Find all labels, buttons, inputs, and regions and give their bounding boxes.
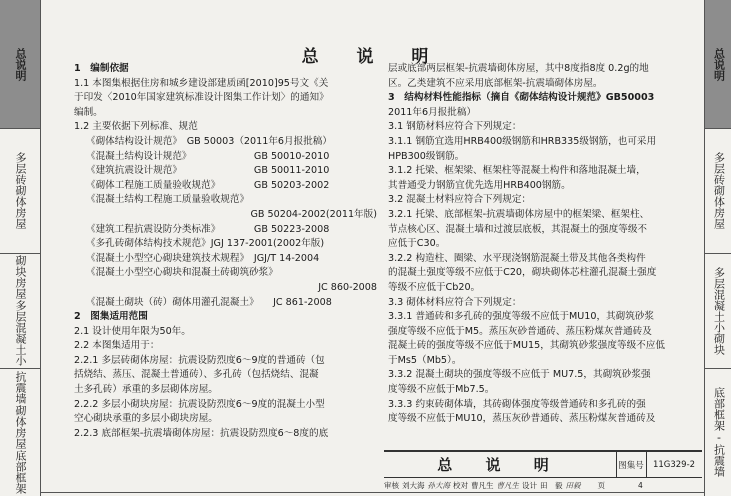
section-heading: 2 图集适用范围: [74, 311, 148, 323]
right-tab-general-notes[interactable]: [705, 0, 731, 129]
left-tab-brick-masonry-label: 多层砖砌体房屋: [14, 152, 27, 229]
left-index-tabs: [0, 0, 41, 496]
text-line: 3.1.2 托梁、框架梁、框架柱等混凝土构件和落地混凝土墙，: [388, 165, 646, 177]
text-line: 《砌体结构设计规范》 GB 50003（2011年6月报批稿）: [86, 135, 332, 147]
notes-right-column: [388, 62, 698, 427]
text-line: 2.2 本图集适用于：: [74, 340, 160, 352]
text-line: 2.2.1 多层砖砌体房屋：抗震设防烈度6～9度的普通砖（包: [74, 354, 325, 366]
text-line: 混凝土砖的强度等级不应低于MU15，其砌筑砂浆强度等级不应低: [388, 340, 665, 352]
text-line: 编制。: [74, 106, 103, 118]
text-line: 强度等级不应低于M5。蒸压灰砂普通砖、蒸压粉煤灰普通砖及: [388, 325, 652, 337]
text-line: HPB300级钢筋。: [388, 150, 465, 162]
left-tab-bottom-frame[interactable]: [0, 368, 40, 496]
text-line: 的混凝土强度等级不应低于C20，砌块砌体芯柱灌孔混凝土强度: [388, 267, 657, 279]
left-tab-bottom-frame-label-col1: 底部框架: [14, 449, 27, 494]
atlas-number: 11G329-2: [646, 452, 702, 478]
text-line: 1.1 本图集根据住房和城乡建设部建质函[2010]95号文《关: [74, 77, 329, 89]
right-tab-bottom-frame-label: 底部框架-抗震墙: [712, 387, 726, 477]
left-tab-general-notes[interactable]: [0, 0, 40, 129]
left-tab-small-block[interactable]: [0, 253, 40, 369]
text-line: 3.3.1 普通砖和多孔砖的强度等级不应低于MU10，其砌筑砂浆: [388, 311, 655, 323]
text-line: 括烧结、蒸压、混凝土普通砖）、多孔砖（包括烧结、混凝: [74, 369, 319, 381]
text-line: 2.2.3 底部框架-抗震墙砌体房屋：抗震设防烈度6～8度的底: [74, 427, 329, 439]
review-name: 刘大海: [402, 481, 425, 490]
text-line: 度等级不应低于Mb7.5。: [388, 384, 495, 396]
design-signature: 田毅: [565, 481, 581, 490]
review-signature: 孙大海: [427, 481, 450, 490]
text-line: 2.1 设计使用年限为50年。: [74, 325, 191, 337]
text-line: 《建筑工程抗震设防分类标准》 GB 50223-2008: [86, 223, 330, 235]
text-line: 层或底部两层框架-抗震墙砌体房屋，其中8度指8度 0.2g的地: [388, 63, 649, 74]
frame-line-left: [40, 0, 41, 496]
page-label: 页: [597, 481, 605, 490]
text-line: 度等级不应低于MU10，蒸压灰砂普通砖、蒸压粉煤灰普通砖及: [388, 413, 656, 425]
notes-body: [46, 46, 700, 446]
text-line: 1.2 主要依据下列标准、规范: [74, 121, 198, 133]
text-line: 3.2.1 托梁、底部框架-抗震墙砌体房屋中的框架梁、框架柱、: [388, 208, 650, 220]
text-line: 土多孔砖）承重的多层砌体房屋。: [74, 384, 218, 396]
text-line: 空心砌块承重的多层小砌块房屋。: [74, 413, 218, 425]
page-title: 总 说 明: [301, 47, 445, 67]
text-line: 《混凝土结构设计规范》 GB 50010-2010: [86, 150, 330, 162]
atlas-number-label: 图集号: [616, 452, 647, 478]
text-line: 3.2 混凝土材料应符合下列规定：: [388, 194, 532, 206]
right-index-tabs: [704, 0, 731, 496]
left-tab-general-notes-label: 总说明: [14, 47, 27, 81]
left-tab-brick-masonry[interactable]: [0, 128, 40, 254]
text-line: 3.1 钢筋材料应符合下列规定：: [388, 121, 522, 133]
right-tab-brick-masonry-label: 多层砖砌体房屋: [712, 152, 726, 229]
page-number: 4: [638, 481, 643, 490]
text-line: GB 50204-2002(2011年版): [250, 208, 377, 220]
text-line: 《混凝土结构工程施工质量验收规范》: [86, 194, 250, 206]
notes-left-column: [74, 62, 377, 441]
left-tab-small-block-label: [14, 255, 26, 366]
text-line: 应低于C30。: [388, 238, 446, 250]
left-tab-bottom-frame-label: [14, 371, 26, 494]
text-line: 《多孔砖砌体结构技术规范》JGJ 137-2001(2002年版): [86, 238, 325, 250]
text-line: 3.2.2 构造柱、圈梁、水平现浇钢筋混凝土带及其他各类构件: [388, 252, 646, 264]
text-line: 3.3.2 混凝土砌块的强度等级不应低于 MU7.5，其砌筑砂浆强: [388, 369, 651, 381]
text-line: 其普通受力钢筋宜优先选用HRB400钢筋。: [388, 179, 571, 191]
text-line: 于Ms5（Mb5）。: [388, 354, 462, 366]
right-tab-small-block[interactable]: [705, 253, 731, 369]
text-line: 《混凝土小型空心砌块建筑技术规程》 JGJ/T 14-2004: [86, 252, 320, 264]
check-signature: 曹凡生: [496, 481, 519, 490]
text-line: 3.1.1 钢筋宜选用HRB400级钢筋和HRB335级钢筋，也可采用: [388, 135, 657, 147]
left-tab-small-block-label-col1: 多层混凝土小: [14, 300, 27, 366]
text-line: 于印发〈2010年国家建筑标准设计图集工作计划〉的通知》: [74, 92, 329, 104]
right-tab-general-notes-label: 总说明: [712, 47, 726, 81]
text-line: 等级不应低于Cb20。: [388, 281, 481, 293]
check-name: 曹凡生: [471, 481, 494, 490]
text-line: 3.3.3 约束砖砌体墙，其砖砌体强度等级普通砖和多孔砖的强: [388, 398, 646, 410]
right-tab-bottom-frame[interactable]: [705, 368, 731, 496]
text-line: 2.2.2 多层小砌块房屋：抗震设防烈度6～9度的混凝土小型: [74, 398, 325, 410]
left-tab-small-block-label-col2: 砌块房屋: [14, 255, 27, 299]
text-line: 《混凝土小型空心砌块和混凝土砖砌筑砂浆》: [86, 267, 278, 279]
text-line: JC 860-2008: [318, 281, 377, 293]
left-tab-bottom-frame-label-col3: 抗震墙: [14, 370, 27, 404]
section-heading: 3 结构材料性能指标（摘自《砌体结构设计规范》GB50003: [388, 92, 655, 104]
review-label: 审核: [384, 481, 399, 490]
design-name: 田 毅: [540, 481, 563, 490]
left-tab-bottom-frame-label-col2: 砌体房屋: [14, 404, 27, 449]
right-tab-small-block-label: 多层混凝土小砌块: [712, 266, 726, 355]
title-block: [384, 450, 702, 494]
check-label: 校对: [453, 481, 468, 490]
text-line: 《砌体工程施工质量验收规范》 GB 50203-2002: [86, 179, 330, 191]
text-line: 《混凝土砌块（砖）砌体用灌孔混凝土》 JC 861-2008: [86, 296, 332, 308]
section-heading: 1 编制依据: [74, 63, 129, 74]
text-line: 3.3 砌体材料应符合下列规定：: [388, 296, 522, 308]
text-line: 区。乙类建筑不应采用底部框架-抗震墙砌体房屋。: [388, 77, 603, 89]
design-label: 设计: [522, 481, 537, 490]
title-block-title: 总 说 明: [384, 452, 617, 478]
text-line: 《建筑抗震设计规范》 GB 50011-2010: [86, 165, 330, 177]
right-tab-brick-masonry[interactable]: [705, 128, 731, 254]
signature-row: [384, 478, 702, 493]
text-line: 2011年6月报批稿）: [388, 106, 477, 118]
text-line: 节点核心区、混凝土墙和过渡层底板，其混凝土的强度等级不: [388, 223, 648, 235]
